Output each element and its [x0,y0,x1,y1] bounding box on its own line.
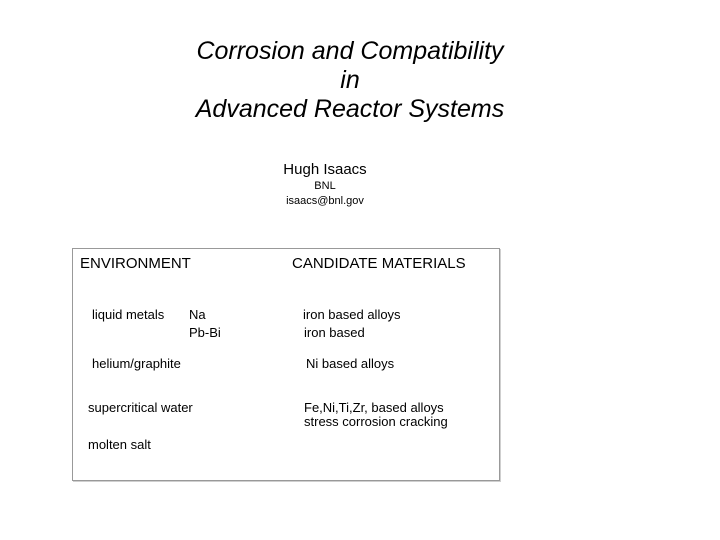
title-line-3: Advanced Reactor Systems [195,95,505,123]
env-helium-graphite: helium/graphite [92,356,181,371]
materials-table-box [72,248,500,481]
material-iron-based-alloys: iron based alloys [303,307,401,322]
title-line-2: in [340,66,360,94]
material-fe-ni-ti-zr: Fe,Ni,Ti,Zr, based alloys [304,400,444,415]
title-line-1: Corrosion and Compatibility [196,37,504,65]
material-ni-based-alloys: Ni based alloys [306,356,395,371]
sub-na: Na [189,307,206,322]
header-candidate-materials: CANDIDATE MATERIALS [292,255,466,272]
env-supercritical-water: supercritical water [88,400,193,415]
author-name: Hugh Isaacs [283,161,367,178]
slide-title [0,37,700,124]
env-liquid-metals: liquid metals [92,307,165,322]
env-molten-salt: molten salt [88,437,151,452]
author-email: isaacs@bnl.gov [286,195,364,207]
header-environment: ENVIRONMENT [80,255,191,272]
author-organization: BNL [314,180,336,192]
author-block [225,161,425,209]
material-stress-corrosion: stress corrosion cracking [304,414,448,429]
sub-pb-bi: Pb-Bi [189,325,221,340]
material-iron-based: iron based [304,325,365,340]
